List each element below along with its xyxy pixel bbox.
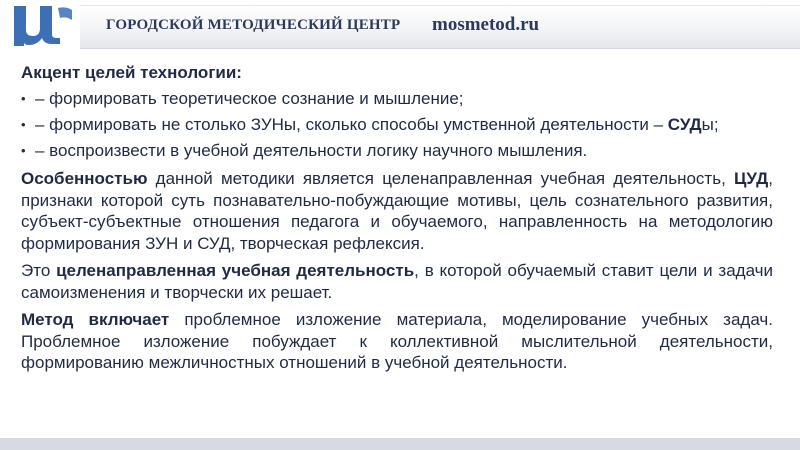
page-header — [0, 0, 800, 50]
org-name: ГОРОДСКОЙ МЕТОДИЧЕСКИЙ ЦЕНТР — [106, 17, 401, 33]
bullet-icon: • — [21, 143, 26, 158]
bold-term: целенаправленная учебная деятельность — [56, 261, 415, 280]
paragraph-method — [21, 309, 773, 374]
bullet-icon: • — [21, 117, 26, 132]
list-item — [21, 140, 773, 162]
goal-text: – воспроизвести в учебной деятельности логику научного мышления. — [35, 141, 588, 160]
list-item — [21, 114, 773, 136]
paragraph-text: Это — [21, 261, 57, 280]
lead-heading: Акцент целей технологии: — [21, 63, 242, 82]
goals-list — [21, 88, 773, 162]
bold-term: Метод включает — [21, 310, 170, 329]
list-item — [21, 88, 773, 110]
site-link[interactable]: mosmetod.ru — [432, 14, 540, 35]
paragraph-text: данной методики является целенаправленная учебная деятельность, — [147, 169, 735, 188]
bullet-icon: • — [21, 91, 26, 106]
paragraph-text: , в которой обучаемый ставит цели и задачи самоизменения и творчески их решает. — [21, 261, 773, 302]
paragraph-text: проблемное изложение материала, моделирование учебных задач. Проблемное изложение побуждает к коллективной мыслительной деятельности, формированию межличностных отношений в учебной деятельности. — [21, 310, 773, 372]
paragraph-feature — [21, 168, 773, 254]
goal-text: – формировать не столько ЗУНы, сколько способы умственной деятельности – — [35, 115, 668, 134]
bold-term: Особенностью — [21, 169, 148, 188]
paragraph-text: , признаки которой суть познавательно-побуждающие мотивы, цель сознательного развития, субъект-субъектные отношения педагога и обучаемого, направленность на методологию формирования ЗУН и СУД, творческая рефлексия. — [21, 169, 773, 253]
goal-text: – формировать теоретическое сознание и мышление; — [35, 89, 464, 108]
goal-text-tail: ы; — [701, 115, 719, 134]
mu-letter-logo-icon — [0, 0, 80, 46]
bottom-strip — [0, 438, 800, 450]
goal-strong: СУД — [667, 115, 702, 134]
bold-term: ЦУД — [734, 169, 769, 188]
slide-content — [21, 62, 773, 374]
paragraph-definition — [21, 260, 773, 303]
